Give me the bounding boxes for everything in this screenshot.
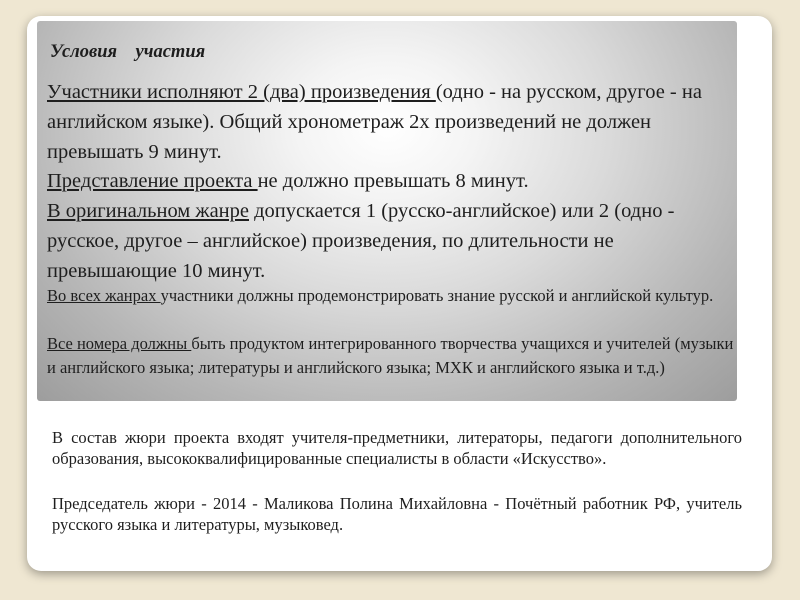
paragraph-original-genre-underlined: В оригинальном жанре [47,200,249,222]
paragraph-all-genres-text: участники должны продемонстрировать знание русской и английской культур. [160,286,714,305]
paragraph-original-genre [47,196,722,286]
jury-composition: В состав жюри проекта входят учителя-предметники, литераторы, педагоги дополнительного образования, высококвалифицированные специалисты в области «Искусство». [52,428,742,468]
paragraph-presentation-underlined: Представление проекта [47,170,258,192]
paragraph-all-genres-underlined: Во всех жанрах [47,286,161,305]
paragraph-works-text: (одно - на русском, другое - на английском языке). Общий хронометраж 2х произведений не должен превышать 9 минут. [47,81,702,163]
paragraph-works-underlined: Участники исполняют 2 (два) произведения [47,81,436,103]
paragraph-all-numbers-text: быть продуктом интегрированного творчества учащихся и учителей (музыки и английского языка; литературы и английского языка; МХК и английского языка и т.д.) [47,334,734,377]
paragraph-presentation-text: не должно превышать 8 минут. [257,170,529,192]
conditions-heading: Условия участия [50,42,206,62]
paragraph-original-genre-text: допускается 1 (русско-английское) или 2 (одно - русское, другое – английское) произведения, по длительности не превышающие 10 минут. [47,200,675,282]
paragraph-presentation [47,166,722,196]
paragraph-all-numbers [47,332,737,380]
paragraph-all-genres [47,284,737,308]
jury-chairman: Председатель жюри - 2014 - Маликова Полина Михайловна - Почётный работник РФ, учитель русского языка и литературы, музыковед. [52,494,742,534]
paragraph-all-numbers-underlined: Все номера должны [47,334,192,353]
paragraph-works [47,77,722,167]
